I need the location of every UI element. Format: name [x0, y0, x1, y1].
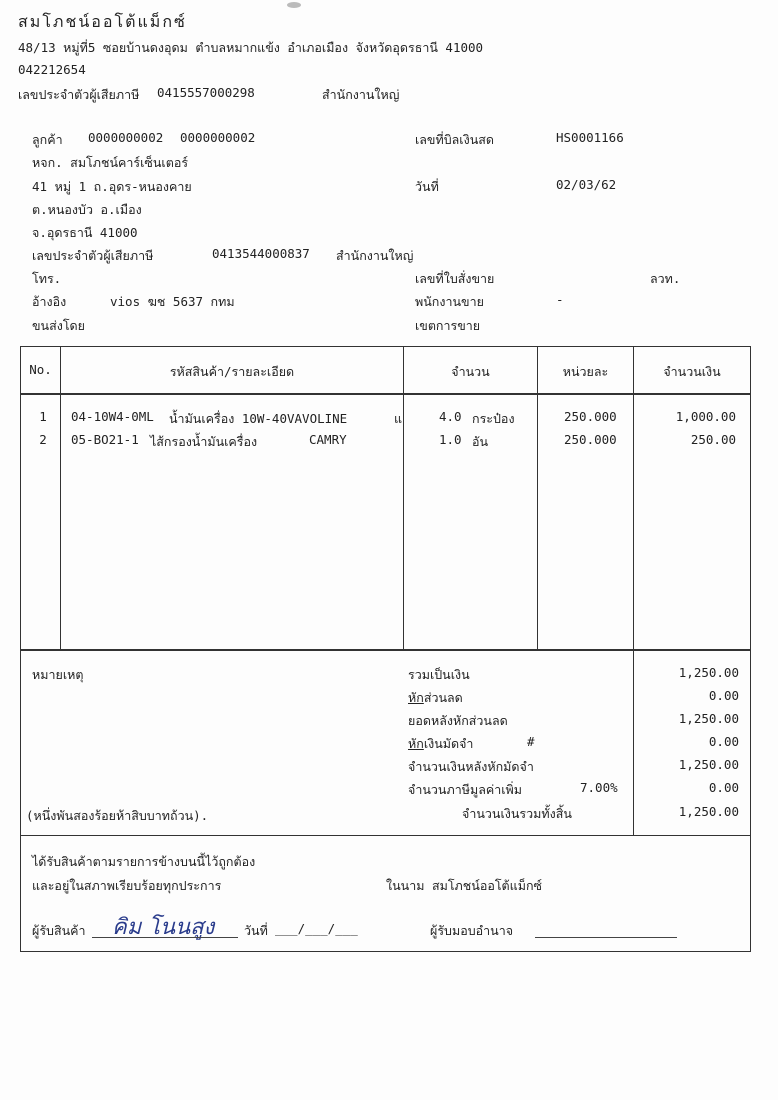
col-divider-4 [633, 346, 634, 650]
remark-label: หมายเหตุ [32, 667, 84, 682]
customer-ref-label: อ้างอิง [32, 294, 67, 309]
discount-label-rest: ส่วนลด [423, 690, 463, 705]
company-address: 48/13 หมู่ที่5 ซอยบ้านดงอุดม ตำบลหมากแข้ง อำเภอเมือง จังหวัดอุดรธานี 41000 [18, 40, 484, 55]
row-qty: 4.0 [439, 409, 462, 424]
customer-code-1: 0000000002 [88, 130, 164, 145]
customer-tax-id: 0413544000837 [212, 246, 310, 261]
vat-label: จำนวนภาษีมูลค่าเพิ่ม [408, 782, 522, 797]
customer-code-2: 0000000002 [180, 130, 256, 145]
received-statement-1: ได้รับสินค้าตามรายการข้างบนนี้ไว้ถูกต้อง [32, 854, 256, 869]
row-qty: 1.0 [439, 432, 462, 447]
row-amount: 1,000.00 [675, 409, 736, 424]
receiver-signature-line [92, 937, 238, 938]
customer-label: ลูกค้า [32, 132, 63, 147]
row-price: 250.000 [564, 409, 617, 424]
row-code: 04-10W4-0ML [71, 409, 154, 424]
header-no: No. [29, 362, 52, 377]
bill-number: HS0001166 [556, 130, 624, 145]
grand-total-label: จำนวนเงินรวมทั้งสิ้น [462, 806, 572, 821]
col-divider-1 [60, 346, 61, 650]
row-description: ไส้กรองน้ำมันเครื่อง [150, 434, 258, 449]
receiver-signature: คิม โนนสูง [112, 915, 215, 940]
bill-date: 02/03/62 [556, 177, 617, 192]
shipping-label: ขนส่งโดย [32, 318, 85, 333]
header-quantity: จำนวน [451, 364, 490, 379]
salesman-label: พนักงานขาย [415, 294, 484, 309]
header-bottom-rule [20, 393, 751, 395]
row-amount: 250.00 [690, 432, 736, 447]
header-description: รหัสสินค้า/รายละเอียด [169, 364, 295, 379]
col-divider-3 [537, 346, 538, 650]
row-extra: CAMRY [309, 432, 347, 447]
customer-address-1: 41 หมู่ 1 ถ.อุดร-หนองคาย [32, 179, 192, 194]
row-code: 05-BO21-1 [71, 432, 139, 447]
vat-value: 0.00 [708, 780, 739, 795]
deposit-label [408, 734, 473, 754]
row-description: น้ำมันเครื่อง 10W-40VAVOLINE [169, 411, 348, 426]
customer-address-3: จ.อุดรธานี 41000 [32, 225, 138, 240]
after-deposit-label: จำนวนเงินหลังหักมัดจำ [408, 759, 534, 774]
items-bottom-rule [20, 649, 751, 651]
table-row [21, 409, 750, 429]
grand-total-value: 1,250.00 [678, 804, 739, 819]
customer-address-2: ต.หนองบัว อ.เมือง [32, 202, 142, 217]
row-extra: แ [394, 411, 403, 426]
bill-number-label: เลขที่บิลเงินสด [415, 132, 494, 147]
deposit-hash: # [527, 734, 535, 749]
on-behalf-of: ในนาม สมโภชน์ออโต้แม็กซ์ [386, 878, 543, 893]
receive-date-blank: ___/___/___ [275, 921, 358, 936]
company-name: สมโภชน์ออโต้แม็กซ์ [18, 12, 187, 31]
col-divider-2 [403, 346, 404, 650]
customer-ref-value: vios ฆช 5637 กทม [110, 294, 235, 309]
header-amount: จำนวนเงิน [663, 364, 721, 379]
row-no: 2 [39, 432, 47, 447]
summary-bottom-rule [20, 835, 751, 836]
amount-in-words: (หนึ่งพันสองร้อยห้าสิบบาทถ้วน). [26, 808, 209, 823]
vat-rate: 7.00% [580, 780, 618, 795]
total-value: 1,250.00 [678, 665, 739, 680]
sales-order-value: ลวท. [650, 271, 681, 286]
salesman-value: - [556, 292, 564, 307]
sales-area-label: เขตการขาย [415, 318, 481, 333]
receiver-label: ผู้รับสินค้า [32, 923, 86, 938]
row-unit: กระป๋อง [472, 411, 515, 426]
after-discount-value: 1,250.00 [678, 711, 739, 726]
row-no: 1 [39, 409, 47, 424]
company-branch: สำนักงานใหญ่ [322, 87, 400, 102]
row-unit: อัน [472, 434, 489, 449]
row-price: 250.000 [564, 432, 617, 447]
customer-tax-label: เลขประจำตัวผู้เสียภาษี [32, 248, 154, 263]
table-row [21, 432, 750, 452]
discount-label-prefix: หัก [408, 690, 424, 705]
customer-phone-label: โทร. [32, 271, 62, 286]
scan-speck [287, 2, 301, 8]
after-discount-label: ยอดหลังหักส่วนลด [408, 713, 508, 728]
company-phone: 042212654 [18, 62, 86, 77]
summary-col-divider [633, 650, 634, 835]
customer-name: หจก. สมโภชน์คาร์เซ็นเตอร์ [32, 155, 189, 170]
deposit-value: 0.00 [708, 734, 739, 749]
deposit-label-prefix: หัก [408, 736, 424, 751]
authorized-label: ผู้รับมอบอำนาจ [430, 923, 514, 938]
receive-date-label: วันที่ [244, 923, 268, 938]
discount-value: 0.00 [708, 688, 739, 703]
customer-branch: สำนักงานใหญ่ [336, 248, 414, 263]
company-tax-id: 0415557000298 [157, 85, 255, 100]
header-unit-price: หน่วยละ [562, 364, 609, 379]
authorized-signature-line [535, 937, 677, 938]
received-statement-2: และอยู่ในสภาพเรียบร้อยทุกประการ [32, 878, 222, 893]
sales-order-label: เลขที่ใบสั่งขาย [415, 271, 495, 286]
bill-date-label: วันที่ [415, 179, 439, 194]
after-deposit-value: 1,250.00 [678, 757, 739, 772]
discount-label [408, 688, 463, 708]
company-tax-label: เลขประจำตัวผู้เสียภาษี [18, 87, 140, 102]
deposit-label-rest: เงินมัดจำ [423, 736, 474, 751]
total-label: รวมเป็นเงิน [408, 667, 470, 682]
